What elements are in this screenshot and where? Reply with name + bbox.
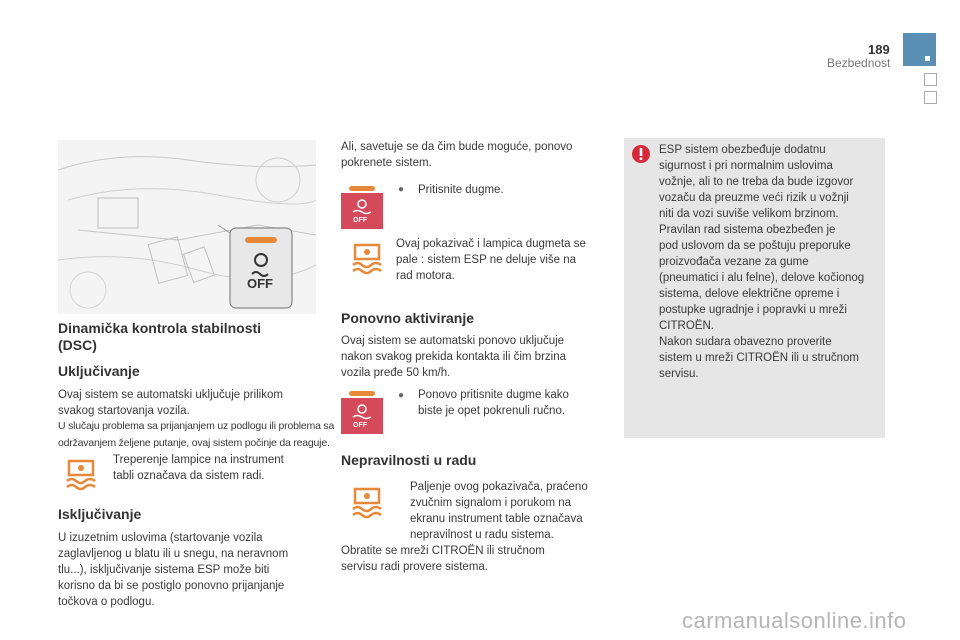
warning-line-7: pod uslovom da se poštuju preporuke (659, 240, 851, 252)
fault-heading: Nepravilnosti u radu (341, 452, 477, 468)
warning-line-15: servisu. (659, 368, 699, 380)
warning-line-13: Nakon sudara obavezno proverite (659, 336, 832, 348)
esp-fault-lamp-icon (349, 483, 385, 519)
header-square-2 (924, 91, 937, 104)
indicator-line-3: rad motora. (396, 270, 455, 282)
warning-line-2: sigurnost i pri normalnim uslovima (659, 160, 833, 172)
warning-line-6: Pravilan rad sistema obezbeđen je (659, 224, 836, 236)
reactivation-heading: Ponovno aktiviranje (341, 310, 475, 326)
reactivation-line-3: vozila pređe 50 km/h. (341, 367, 451, 379)
bullet-press-again: ● (398, 390, 405, 401)
deactivation-line-4: korisno da bi se postiglo ponovno prijanjanje (58, 580, 285, 592)
dsc-title-line1: Dinamička kontrola stabilnosti (58, 320, 262, 336)
warning-line-3: vožnje, ali to ne treba da bude izgovor (659, 176, 854, 188)
warning-line-9: (pneumatici i alu felne), delove kočionog (659, 272, 865, 284)
esp-off-button-icon-2 (341, 388, 383, 434)
activation-heading: Uključivanje (58, 363, 140, 379)
fault-after-line-2: servisu radi provere sistema. (341, 561, 488, 573)
press-again-line-2: biste je opet pokrenuli ručno. (418, 405, 566, 417)
deactivation-line-5: točkova o podlogu. (58, 596, 155, 608)
off-label-1: OFF (353, 217, 367, 224)
intro-line-2: pokrenete sistem. (341, 157, 432, 169)
fault-line-3: ekranu instrument table označava (410, 513, 583, 525)
page-number: 189 (868, 42, 890, 57)
header-accent-dot (925, 56, 930, 61)
reactivation-line-2: nakon svakog prekida kontakta ili čim brzina (341, 351, 567, 363)
warning-line-11: postupke ugradnje i popravki u mreži (659, 304, 847, 316)
intro-line-1: Ali, savetuje se da čim bude moguće, ponovo (341, 141, 573, 153)
indicator-line-1: Ovaj pokazivač i lampica dugmeta se (396, 238, 586, 250)
press-again-line-1: Ponovo pritisnite dugme kako (418, 389, 569, 401)
esp-warning-lamp-icon (63, 455, 99, 491)
off-label-2: OFF (353, 422, 367, 429)
warning-line-4: vozaču da preuzme veći rizik u vožnji (659, 192, 849, 204)
deactivation-line-3: tlu...), isključivanje sistema ESP može biti (58, 564, 270, 576)
warning-line-10: sistema, delove električne opreme i (659, 288, 840, 300)
watermark: carmanualsonline.info (682, 608, 907, 633)
section-title: Bezbednost (827, 56, 891, 70)
warning-line-14: sistem u mreži CITROËN ili u stručnom (659, 352, 860, 364)
indicator-line-2: pale : sistem ESP ne deluje više na (396, 254, 577, 266)
deactivation-line-2: zaglavljenog u blatu ili u snegu, na neravnom (58, 548, 289, 560)
warning-icon (631, 144, 651, 164)
activation-small-1: U slučaju problema sa prijanjanjem uz podlogu ili problema sa (58, 420, 335, 432)
dsc-title-line2: (DSC) (58, 337, 97, 353)
esp-indicator-icon (349, 239, 385, 275)
esp-off-button-icon (341, 183, 383, 229)
warning-line-8: proizvođača vezane za gume (659, 256, 809, 268)
header-square-1 (924, 73, 937, 86)
fault-line-2: zvučnim signalom i porukom na (410, 497, 572, 509)
bullet-press: ● (398, 184, 405, 195)
dashboard-illustration (58, 140, 316, 314)
dashboard-drawing (58, 140, 316, 314)
warning-line-1: ESP sistem obezbeđuje dodatnu (659, 144, 826, 156)
deactivation-line-1: U izuzetnim uslovima (startovanje vozila (58, 532, 263, 544)
activation-small-2: održavanjem željene putanje, ovaj sistem počinje da reaguje. (58, 437, 330, 449)
press-button-text: Pritisnite dugme. (418, 184, 504, 196)
warning-line-5: niti da vozi suviše velikom brzinom. (659, 208, 839, 220)
activation-text-2: svakog startovanja vozila. (58, 405, 190, 417)
lamp-text-1: Treperenje lampice na instrument (113, 454, 284, 466)
lamp-text-2: tabli označava da sistem radi. (113, 470, 265, 482)
fault-after-line-1: Obratite se mreži CITROËN ili stručnom (341, 545, 545, 557)
activation-text-1: Ovaj sistem se automatski uključuje prilikom (58, 389, 283, 401)
fault-line-4: nepravilnost u radu sistema. (410, 529, 554, 541)
fault-line-1: Paljenje ovog pokazivača, praćeno (410, 481, 588, 493)
deactivation-heading: Isključivanje (58, 506, 142, 522)
warning-line-12: CITROËN. (659, 320, 714, 332)
reactivation-line-1: Ovaj sistem se automatski ponovo uključuje (341, 335, 565, 347)
header-accent-block (903, 33, 936, 66)
illustration-off-label: OFF (247, 276, 273, 291)
